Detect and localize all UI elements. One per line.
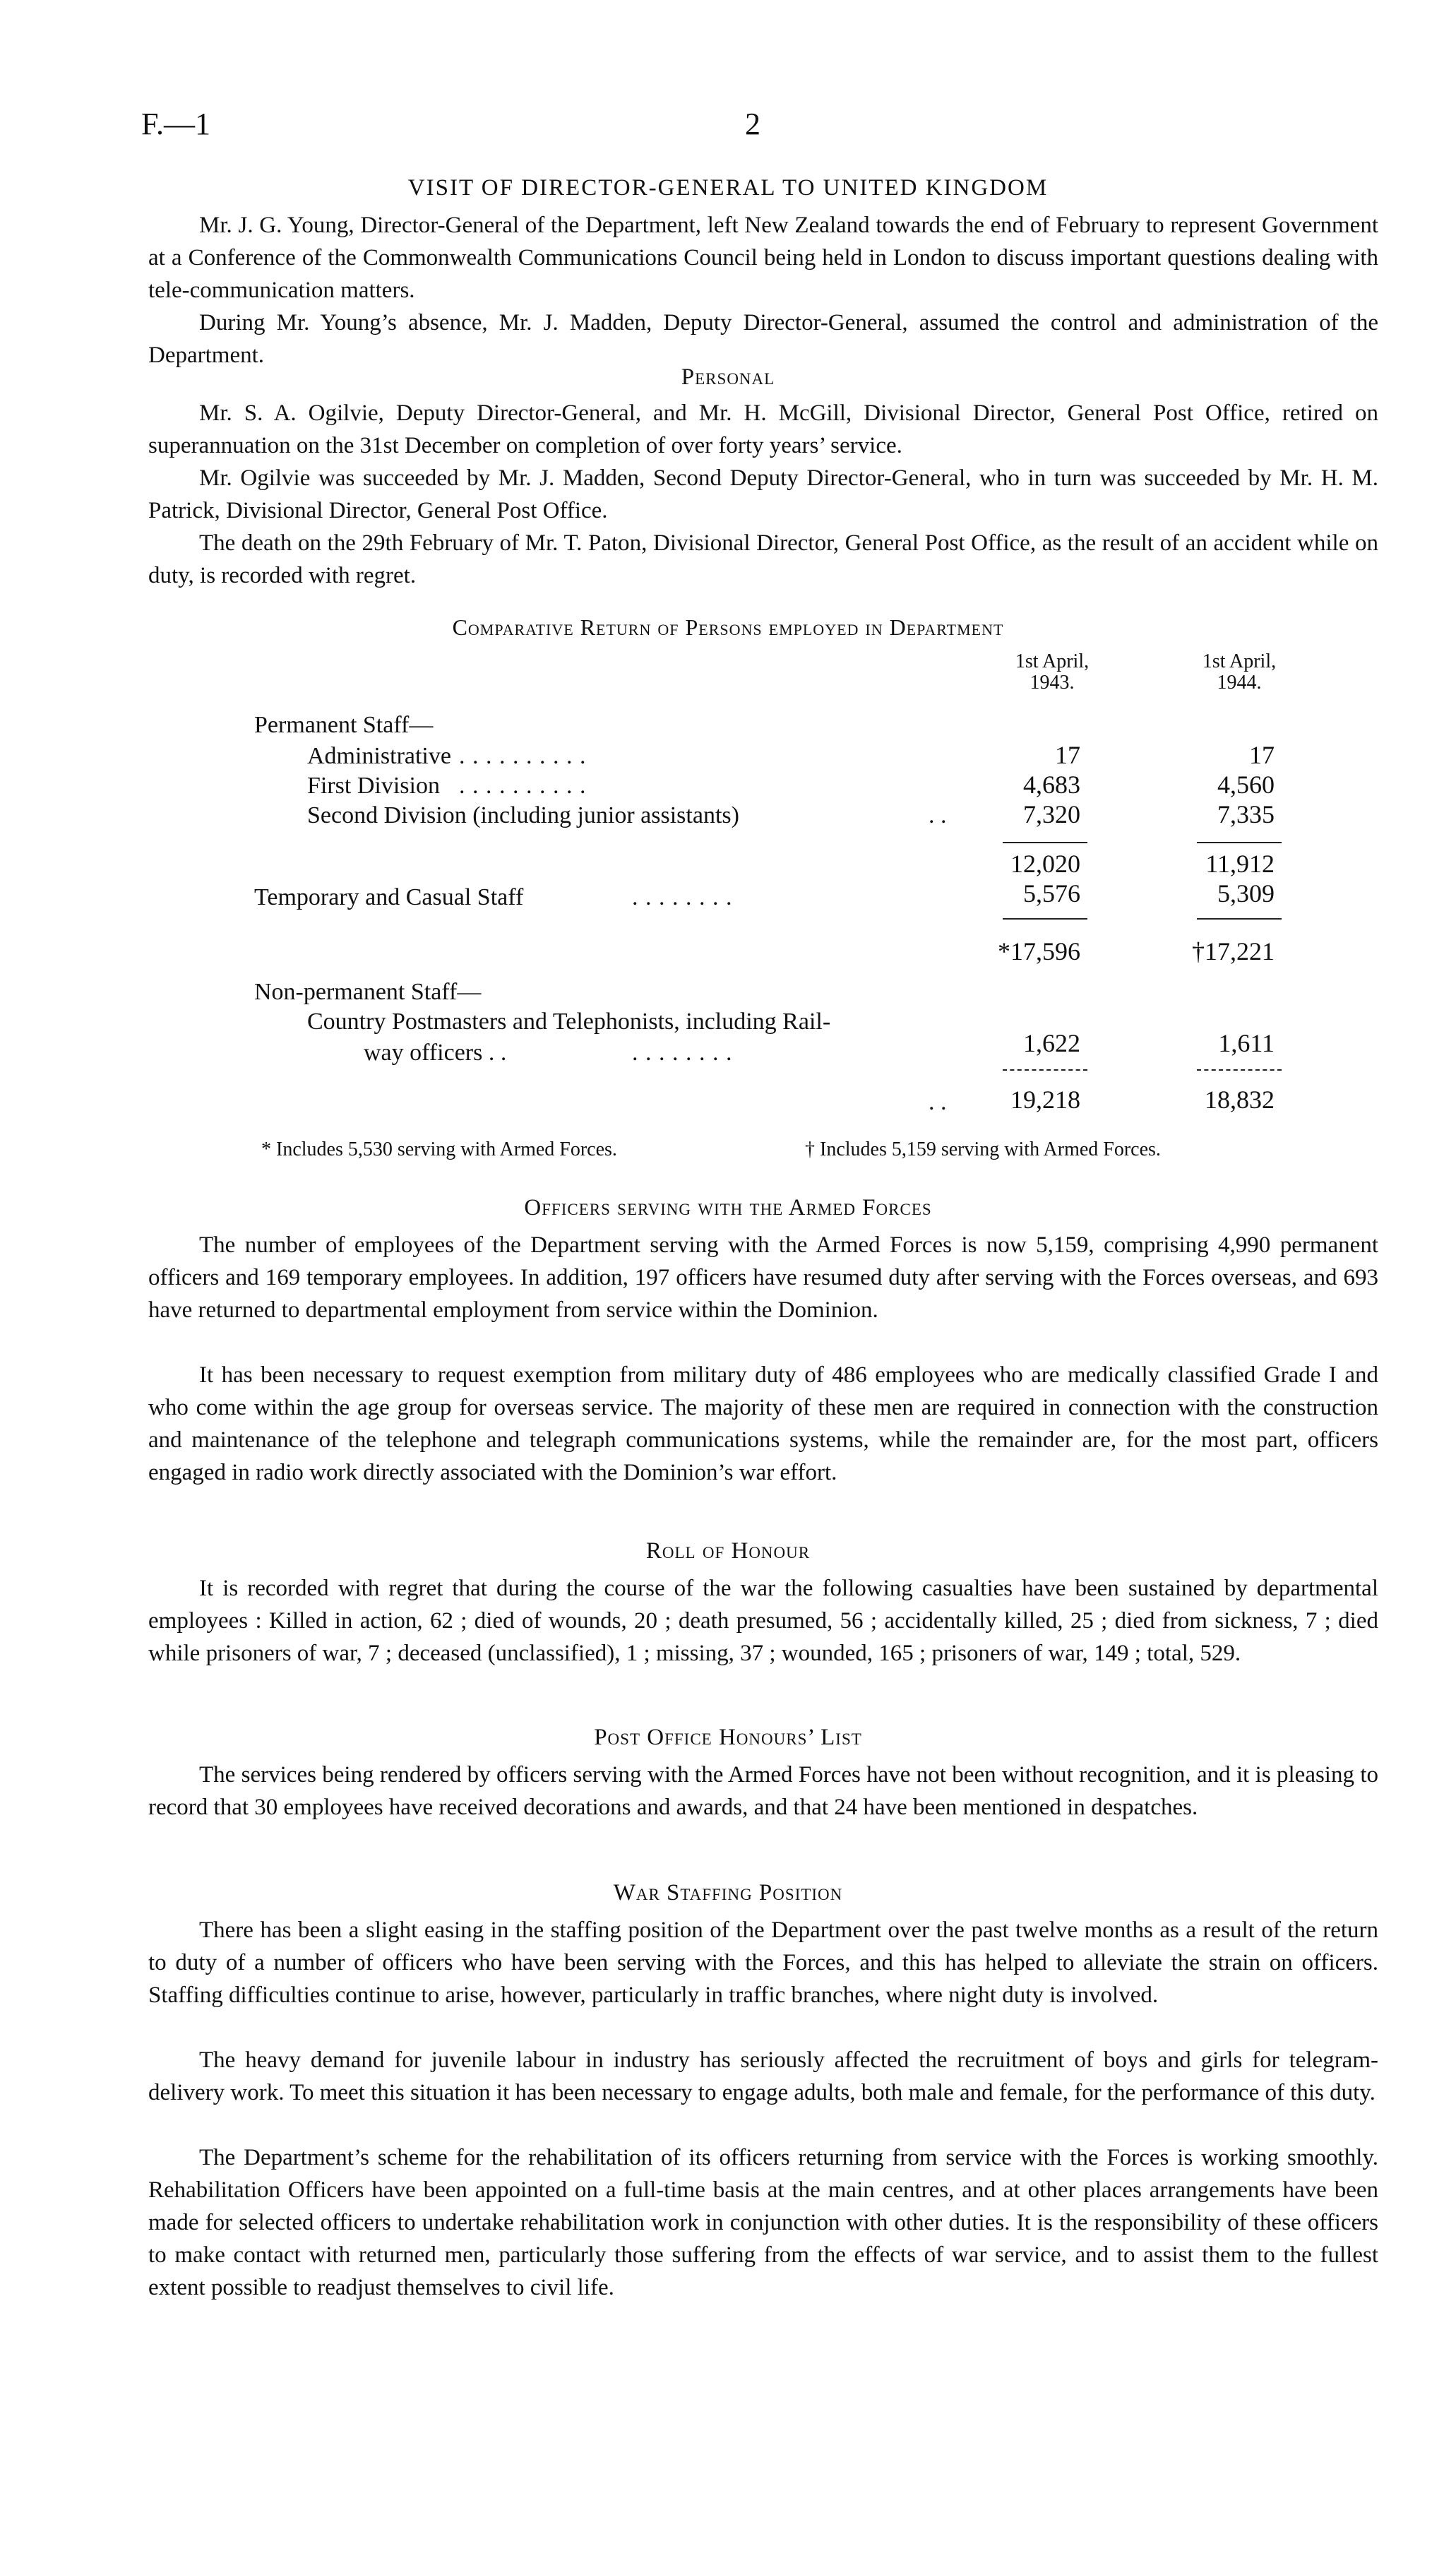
table-title: Comparative Return of Persons employed in Department (452, 614, 1004, 640)
permanent-total-1944: 11,912 (1205, 850, 1275, 878)
value-first-division-1944: 4,560 (1217, 771, 1275, 799)
footnote-1943: * Includes 5,530 serving with Armed Forces. (261, 1138, 617, 1160)
row-label-second-division: Second Division (including junior assistants) (307, 802, 739, 828)
row-label-first-division: First Division (307, 773, 440, 799)
honours-list-paragraph: The services being rendered by officers serving with the Armed Forces have not been without recognition, and it is pleasing to record that 30 employees have received decorations and awards, and that 24 have been mentioned in despatches. (148, 1762, 1378, 1820)
value-second-division-1944: 7,335 (1217, 800, 1275, 828)
rule (1003, 1069, 1087, 1071)
personal-title: Personal (681, 364, 775, 390)
leaders-administrative: . . . . . . . . . . (459, 743, 587, 769)
rule (1003, 918, 1087, 920)
armed-forces-paragraph-2: It has been necessary to request exemption from military duty of 486 employees who are medically classified Grade I and who come within the age group for overseas service. The majority of these men are required in connection with the construction and maintenance of the telephone and telegraph communications systems, while the remainder are, for the most part, officers engaged in radio work directly associated with the Dominion’s war effort. (148, 1362, 1378, 1485)
grand-total-1944: 18,832 (1205, 1086, 1275, 1114)
roll-of-honour-title: Roll of Honour (645, 1538, 811, 1564)
visit-paragraph-2: During Mr. Young’s absence, Mr. J. Madden, Deputy Director-General, assumed the control and administration of the Department. (148, 310, 1378, 368)
value-first-division-1943: 4,683 (1023, 771, 1080, 799)
leaders-country: . . . . . . . . (632, 1040, 733, 1066)
document-code: F.—1 (141, 107, 210, 141)
col-header-1943: 1st April, 1943. (1015, 650, 1090, 694)
value-temporary-1944: 5,309 (1217, 879, 1275, 908)
armed-forces-title: Officers serving with the Armed Forces (524, 1195, 932, 1220)
subtotal-1943: *17,596 (998, 937, 1080, 965)
subtotal-1944: †17,221 (1192, 937, 1275, 965)
value-temporary-1943: 5,576 (1023, 879, 1080, 908)
col-header-1944: 1st April, 1944. (1202, 650, 1277, 694)
value-country-1944: 1,611 (1218, 1029, 1275, 1057)
value-administrative-1943: 17 (1055, 741, 1080, 769)
row-label-temporary: Temporary and Casual Staff (254, 884, 524, 910)
visit-title: VISIT OF DIRECTOR-GENERAL TO UNITED KINGDOM (407, 175, 1049, 201)
visit-paragraph-1: Mr. J. G. Young, Director-General of the Department, left New Zealand towards the end of February to represent Government at a Conference of the Commonwealth Communications Council being held in London to discuss important questions dealing with tele-communication matters. (148, 213, 1378, 303)
personal-paragraph-3: The death on the 29th February of Mr. T. Paton, Divisional Director, General Post Office, as the result of an accident while on duty, is recorded with regret. (148, 530, 1378, 588)
honours-list-title: Post Office Honours’ List (594, 1725, 862, 1750)
nonpermanent-staff-heading: Non-permanent Staff— (254, 979, 482, 1005)
leaders-first-division: . . . . . . . . . . (459, 773, 587, 799)
armed-forces-paragraph-1: The number of employees of the Department serving with the Armed Forces is now 5,159, comprising 4,990 permanent officers and 169 temporary employees. In addition, 197 officers have resumed duty after serving with the Forces overseas, and 693 have returned to departmental employment from service within the Dominion. (148, 1232, 1378, 1323)
value-administrative-1944: 17 (1249, 741, 1275, 769)
rule (1197, 918, 1282, 920)
footnote-1944: † Includes 5,159 serving with Armed Forces. (805, 1138, 1161, 1160)
value-country-1943: 1,622 (1023, 1029, 1080, 1057)
roll-of-honour-paragraph: It is recorded with regret that during the course of the war the following casualties have been sustained by departmental employees : Killed in action, 62 ; died of wounds, 20 ; death presumed, 56 ; accidentally killed, 25 ; died from sickness, 7 ; died while prisoners of war, 7 ; deceased (unclassified), 1 ; missing, 37 ; wounded, 165 ; prisoners of war, 149 ; total, 529. (148, 1576, 1378, 1666)
rule (1197, 1069, 1282, 1071)
leaders-second-division: . . (929, 802, 947, 828)
war-staffing-paragraph-1: There has been a slight easing in the staffing position of the Department over the past twelve months as a result of the return to duty of a number of officers who have been serving with the Forces, and this has helped to alleviate the strain on officers. Staffing difficulties continue to arise, however, particularly in traffic branches, where night duty is involved. (148, 1917, 1378, 2008)
leaders-grand-total: . . (929, 1089, 947, 1115)
rule (1003, 842, 1087, 843)
country-postmasters-label-line1: Country Postmasters and Telephonists, including Rail- (307, 1009, 831, 1035)
war-staffing-paragraph-3: The Department’s scheme for the rehabilitation of its officers returning from service with the Forces is working smoothly. Rehabilitation Officers have been appointed on a full-time basis at the main centres, and at other places arrangements have been made for selected officers to undertake rehabilitation work in conjunction with other duties. It is the responsibility of these officers to make contact with returned men, particularly those suffering from the effects of war service, and to assist them to the fullest extent possible to readjust themselves to civil life. (148, 2145, 1378, 2300)
leaders-temporary: . . . . . . . . (632, 884, 733, 910)
war-staffing-paragraph-2: The heavy demand for juvenile labour in industry has seriously affected the recruitment of boys and girls for telegram-delivery work. To meet this situation it has been necessary to engage adults, both male and female, for the performance of this duty. (148, 2047, 1378, 2105)
value-second-division-1943: 7,320 (1023, 800, 1080, 828)
grand-total-1943: 19,218 (1010, 1086, 1080, 1114)
country-postmasters-label-line2: way officers . . (364, 1040, 507, 1066)
war-staffing-title: War Staffing Position (613, 1880, 843, 1905)
personal-paragraph-1: Mr. S. A. Ogilvie, Deputy Director-General, and Mr. H. McGill, Divisional Director, General Post Office, retired on superannuation on the 31st December on completion of over forty years’ service. (148, 400, 1378, 458)
permanent-total-1943: 12,020 (1010, 850, 1080, 878)
row-label-administrative: Administrative (307, 743, 451, 769)
page-number: 2 (745, 107, 760, 141)
permanent-staff-heading: Permanent Staff— (254, 712, 434, 738)
personal-paragraph-2: Mr. Ogilvie was succeeded by Mr. J. Madden, Second Deputy Director-General, who in turn was succeeded by Mr. H. M. Patrick, Divisional Director, General Post Office. (148, 465, 1378, 523)
rule (1197, 842, 1282, 843)
